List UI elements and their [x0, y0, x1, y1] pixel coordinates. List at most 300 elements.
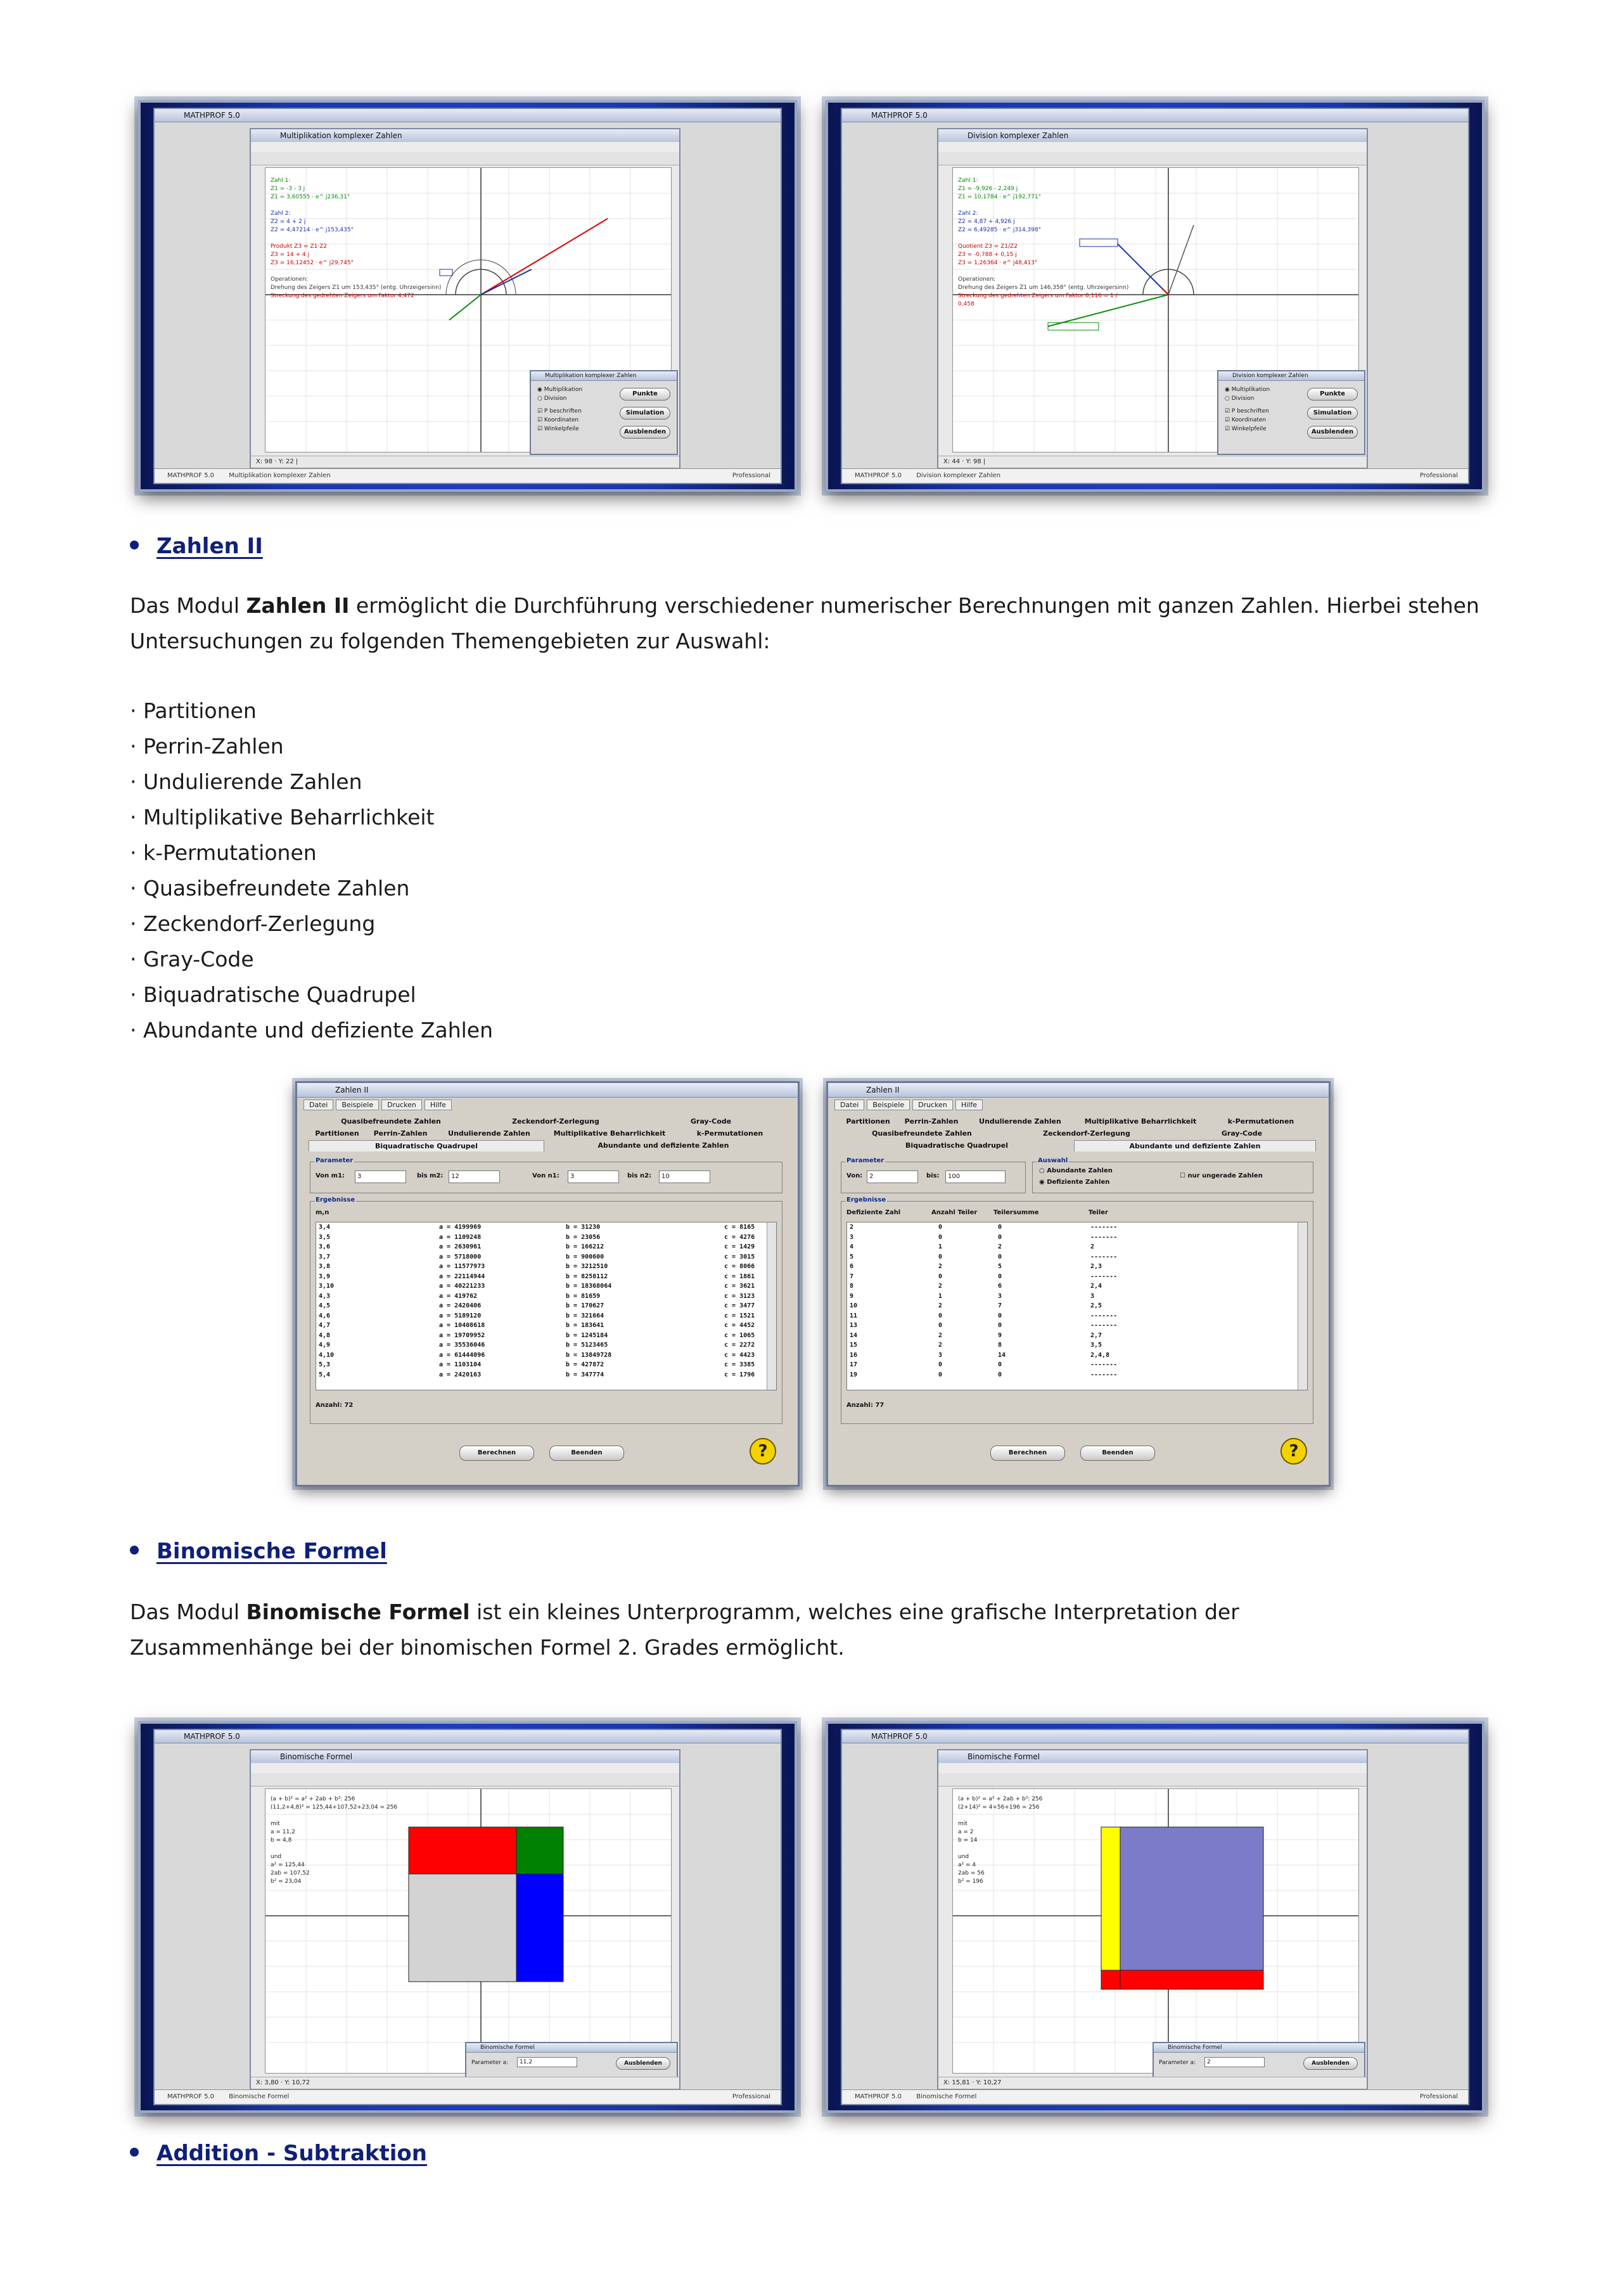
table-row[interactable] [850, 1312, 1293, 1323]
table-cell: c = 3621 [724, 1283, 755, 1290]
topic-item: · Partitionen [130, 693, 493, 729]
table-cell: 2 [938, 1331, 943, 1339]
points-button[interactable]: Punkte [1307, 388, 1358, 401]
table-row[interactable] [850, 1302, 1293, 1312]
table-cell: 5 [850, 1253, 854, 1260]
table-cell: a = 10408618 [439, 1322, 485, 1329]
table-cell: 2,3 [1090, 1263, 1102, 1270]
dialog-option[interactable]: ○ Division [1225, 395, 1255, 402]
menu-bar[interactable] [938, 142, 1367, 153]
table-row[interactable] [319, 1371, 762, 1382]
table-cell: ------- [1090, 1273, 1118, 1280]
dialog-title: Binomische Formel [466, 2043, 677, 2053]
results-group [841, 1196, 1313, 1424]
table-cell: b = 31230 [566, 1224, 601, 1231]
menu-item[interactable]: Beispiele [867, 1100, 910, 1110]
panel-line: Zahl 2: [958, 210, 978, 217]
help-icon[interactable]: ? [750, 1438, 776, 1465]
table-row[interactable] [850, 1273, 1293, 1283]
menu-item[interactable]: Datei [303, 1100, 333, 1110]
panel-line [958, 234, 1129, 243]
intro-bold: Zahlen II [246, 593, 350, 618]
tab-biquadratisch-active[interactable]: Biquadratische Quadrupel [309, 1140, 544, 1151]
panel-line: (2+14)² = 4+56+196 = 256 [958, 1804, 1040, 1811]
hide-button[interactable]: Ausblenden [1307, 426, 1358, 439]
tab-biquadratisch[interactable]: Biquadratische Quadrupel [905, 1141, 1009, 1150]
panel-line: mit [958, 1821, 967, 1827]
panel-line: (11,2+4,8)² = 125,44+107,52+23,04 = 256 [271, 1804, 398, 1811]
menu-item[interactable]: Drucken [381, 1100, 422, 1110]
table-row[interactable] [319, 1293, 762, 1303]
hide-button[interactable]: Ausblenden [620, 426, 670, 439]
operation-dialog [1217, 370, 1365, 455]
hide-button[interactable]: Ausblenden [616, 2057, 670, 2070]
table-row[interactable] [319, 1263, 762, 1273]
screenshot-complex-division [826, 100, 1485, 492]
help-icon[interactable]: ? [1280, 1438, 1307, 1465]
table-cell: 2 [938, 1263, 943, 1270]
app-window [153, 108, 782, 484]
dialog-title: Multiplikation komplexer Zahlen [531, 371, 677, 381]
option-abundant-label: Abundante Zahlen [1047, 1167, 1113, 1174]
tab-abundant[interactable]: Abundante und defiziente Zahlen [597, 1141, 729, 1150]
table-cell: 14 [850, 1331, 858, 1339]
result-panel [271, 177, 442, 300]
menu-bar[interactable] [303, 1100, 454, 1110]
addsub-link[interactable]: Addition - Subtraktion [156, 2141, 427, 2166]
tab-gray[interactable]: Gray-Code [1221, 1129, 1263, 1138]
module-name: Binomische Formel [916, 2093, 977, 2100]
menu-bar[interactable] [834, 1100, 985, 1110]
panel-line: Z1 = -3 - 3 j [271, 186, 305, 192]
parameter-select[interactable]: 11,2 [517, 2057, 577, 2067]
table-cell: b = 166212 [566, 1243, 604, 1250]
table-row[interactable] [850, 1322, 1293, 1332]
panel-line: Streckung des gedrehten Zeigers um Faktor 4,472 [271, 293, 414, 299]
table-row[interactable] [850, 1254, 1293, 1264]
table-row[interactable] [319, 1361, 762, 1371]
table-cell: 3,5 [319, 1233, 331, 1241]
tab-perrin[interactable]: Perrin-Zahlen [373, 1129, 428, 1138]
tab-kperm[interactable]: k-Permutationen [696, 1129, 763, 1138]
option-deficient[interactable]: ◉ Defiziente Zahlen [1039, 1179, 1110, 1186]
table-cell: 2 [938, 1342, 943, 1349]
von-m1-input[interactable]: 3 [355, 1170, 406, 1183]
panel-line: Streckung des gedrehten Zeigers um Faktor 0,116 = 1 / 0,458 [958, 293, 1118, 307]
table-cell: c = 3015 [724, 1253, 755, 1260]
topic-item: · Gray-Code [130, 942, 493, 977]
table-cell: 0 [998, 1361, 1002, 1368]
calculate-button[interactable]: Berechnen [459, 1446, 534, 1461]
panel-line: Z2 = 6,49285 · e^ j314,398° [958, 227, 1042, 233]
menu-bar[interactable] [251, 142, 679, 153]
table-row[interactable] [319, 1254, 762, 1264]
status-bar: X: 3,80 · Y: 10,72 [251, 2077, 679, 2089]
table-cell: b = 321664 [566, 1312, 604, 1319]
dialog-option[interactable]: ☑ Winkelpfeile [537, 426, 579, 432]
intro-prefix: Das Modul [130, 593, 246, 618]
topic-item: · Abundante und defiziente Zahlen [130, 1013, 493, 1048]
tab-zeckendorf[interactable]: Zeckendorf-Zerlegung [512, 1117, 599, 1126]
table-row[interactable] [850, 1332, 1293, 1342]
scrollbar[interactable] [1298, 1222, 1307, 1390]
panel-line: Z3 = 16,12452 · e^ j29,745° [271, 260, 354, 266]
tab-beharrlichkeit[interactable]: Multiplikative Beharrlichkeit [553, 1129, 666, 1138]
table-cell: 3,4 [319, 1224, 331, 1231]
panel-line [958, 267, 1129, 276]
table-row[interactable] [850, 1352, 1293, 1362]
table-row[interactable] [319, 1352, 762, 1362]
area-ab-right [516, 1874, 563, 1982]
panel-line [958, 202, 1129, 210]
dialog-option[interactable]: ◉ Multiplikation [1225, 387, 1270, 393]
dialog-option[interactable]: ☑ Koordinaten [1225, 417, 1267, 423]
selection-label: Auswahl [1038, 1157, 1068, 1164]
table-cell: 6 [998, 1283, 1002, 1290]
table-cell: a = 61444096 [439, 1351, 485, 1359]
table-row[interactable] [319, 1234, 762, 1244]
table-cell: 13 [850, 1322, 858, 1329]
table-cell: 1 [938, 1243, 943, 1250]
intro-rest: ist ein kleines Unterprogramm, welches eine grafische Interpretation der Zusammenhänge bei der binomischen Formel 2. Grades ermöglicht. [130, 1600, 1239, 1660]
table-cell: 0 [938, 1224, 943, 1231]
table-cell: 17 [850, 1361, 858, 1368]
result-panel [958, 1795, 1085, 1886]
table-row[interactable] [850, 1293, 1293, 1303]
bis-m2-input[interactable]: 12 [449, 1170, 500, 1183]
module-window [937, 128, 1368, 469]
table-cell: c = 2272 [724, 1342, 755, 1349]
panel-line: Z2 = 4,47214 · e^ j153,435° [271, 227, 354, 233]
tab-beharrlichkeit[interactable]: Multiplikative Beharrlichkeit [1084, 1117, 1197, 1126]
calculate-button[interactable]: Berechnen [990, 1446, 1065, 1461]
module-window [937, 1749, 1368, 2090]
zahlen2-link[interactable]: Zahlen II [156, 534, 263, 559]
table-row[interactable] [319, 1302, 762, 1312]
edition: Professional [1419, 472, 1458, 479]
dialog-options[interactable] [537, 385, 582, 433]
toolbar[interactable] [938, 152, 1367, 165]
tab-zeckendorf[interactable]: Zeckendorf-Zerlegung [1043, 1129, 1130, 1138]
tab-undulierend[interactable]: Undulierende Zahlen [979, 1117, 1061, 1126]
app-status-bar [155, 468, 781, 483]
menu-item[interactable]: Drucken [912, 1100, 953, 1110]
table-cell: ------- [1090, 1233, 1118, 1241]
exit-button[interactable]: Beenden [1080, 1446, 1155, 1461]
panel-line: 2ab = 56 [958, 1870, 985, 1876]
table-cell: b = 3212510 [566, 1263, 608, 1270]
panel-line: Drehung des Zeigers Z1 um 146,358° (entg. Uhrzeigersinn) [958, 285, 1129, 291]
bis-m2-label: bis m2: [417, 1172, 444, 1179]
table-cell: b = 347774 [566, 1371, 604, 1378]
table-cell: b = 18368064 [566, 1283, 612, 1290]
app-name: MATHPROF 5.0 [167, 472, 215, 479]
table-row[interactable] [319, 1243, 762, 1254]
table-cell: 3,5 [1090, 1342, 1102, 1349]
results-list[interactable] [316, 1222, 777, 1390]
table-cell: c = 3123 [724, 1292, 755, 1300]
module-title: Division komplexer Zahlen [938, 129, 1367, 143]
table-row[interactable] [850, 1224, 1293, 1234]
dialog-option[interactable]: ☑ Koordinaten [537, 417, 579, 423]
table-row[interactable] [319, 1322, 762, 1332]
menu-item[interactable]: Hilfe [425, 1100, 452, 1110]
panel-line: und [958, 1854, 969, 1860]
section-heading-zahlen2 [130, 534, 263, 559]
table-row[interactable] [850, 1342, 1293, 1352]
tab-quasi[interactable]: Quasibefreundete Zahlen [341, 1117, 441, 1126]
bullet-icon [130, 1546, 139, 1555]
parameter-label: Parameter [316, 1157, 354, 1164]
dialog-title: Binomische Formel [1154, 2043, 1364, 2053]
table-cell: 7 [850, 1273, 854, 1280]
operation-dialog [530, 370, 678, 455]
screenshot-zahlen2-abundant [826, 1081, 1331, 1487]
tab-partitionen[interactable]: Partitionen [846, 1117, 890, 1126]
table-cell: 0 [998, 1322, 1002, 1329]
app-title-bar: MATHPROF 5.0 [155, 109, 781, 122]
results-label: Ergebnisse [316, 1196, 355, 1203]
table-row[interactable] [319, 1273, 762, 1283]
menu-item[interactable]: Datei [834, 1100, 864, 1110]
panel-line [271, 1845, 442, 1853]
table-cell: 4,10 [319, 1351, 335, 1359]
binom-plot[interactable] [265, 1788, 672, 2074]
table-cell: 11 [850, 1312, 858, 1319]
tab-abundant-active[interactable]: Abundante und defiziente Zahlen [1074, 1140, 1316, 1151]
von-input[interactable]: 2 [867, 1170, 918, 1183]
area-a-squared [409, 1874, 516, 1982]
results-list[interactable] [846, 1222, 1308, 1390]
tab-strip[interactable] [840, 1116, 1317, 1153]
panel-line: Produkt Z3 = Z1·Z2 [271, 243, 328, 250]
module-name: Multiplikation komplexer Zahlen [229, 472, 331, 479]
table-cell: 3 [998, 1292, 1002, 1300]
simulation-button[interactable]: Simulation [1307, 407, 1358, 420]
table-cell: a = 2420163 [439, 1371, 482, 1378]
status-bar: X: 98 · Y: 22 | [251, 456, 679, 468]
label-box [440, 269, 452, 276]
table-cell: b = 427872 [566, 1361, 604, 1368]
table-cell: 8 [850, 1283, 854, 1290]
vector-z3 [1162, 288, 1168, 295]
table-cell: 14 [998, 1351, 1006, 1359]
topic-item: · Quasibefreundete Zahlen [130, 871, 493, 906]
dialog-option[interactable]: ☑ P beschriften [537, 408, 582, 414]
exit-button[interactable]: Beenden [549, 1446, 624, 1461]
menu-bar[interactable] [938, 1763, 1367, 1774]
module-window [250, 128, 680, 469]
panel-line: mit [271, 1821, 280, 1827]
parameter-label: Parameter a: [1159, 2060, 1196, 2066]
dialog-options[interactable] [1225, 385, 1270, 433]
result-panel [958, 177, 1129, 309]
panel-line: Operationen: [958, 276, 996, 283]
tab-partitionen[interactable]: Partitionen [315, 1129, 359, 1138]
status-bar: X: 15,81 · Y: 10,27 [938, 2077, 1367, 2089]
vector-aux [1168, 225, 1194, 295]
panel-line: Zahl 1: [271, 177, 291, 184]
tab-gray[interactable]: Gray-Code [690, 1117, 732, 1126]
dialog-option[interactable]: ◉ Multiplikation [537, 387, 583, 393]
table-cell: c = 4276 [724, 1233, 755, 1241]
von-n1-label: Von n1: [532, 1172, 559, 1179]
dialog-option[interactable]: ○ Division [537, 395, 567, 402]
area-ab-left [1101, 1827, 1120, 1970]
table-cell: a = 2420406 [439, 1302, 482, 1309]
table-cell: c = 3477 [724, 1302, 755, 1309]
results-rows [319, 1224, 762, 1381]
table-row[interactable] [319, 1283, 762, 1293]
table-cell: 19 [850, 1371, 858, 1378]
app-title-bar: MATHPROF 5.0 [155, 1730, 781, 1743]
table-cell: 4,5 [319, 1302, 331, 1309]
panel-line: Quotient Z3 = Z1/Z2 [958, 243, 1018, 250]
option-abundant[interactable]: ○ Abundante Zahlen [1039, 1167, 1113, 1174]
option-deficient-label: Defiziente Zahlen [1047, 1179, 1110, 1186]
dialog-title: Division komplexer Zahlen [1218, 371, 1364, 381]
table-cell: 9 [998, 1331, 1002, 1339]
zahlen2-intro [130, 588, 1492, 659]
app-name: MATHPROF 5.0 [855, 472, 902, 479]
area-a-squared [1101, 1970, 1120, 1989]
edition: Professional [732, 472, 770, 479]
topic-item: · Perrin-Zahlen [130, 729, 493, 764]
toolbar[interactable] [251, 1773, 679, 1786]
table-cell: a = 40221233 [439, 1283, 485, 1290]
option-odd-only[interactable]: ☐ nur ungerade Zahlen [1180, 1172, 1263, 1179]
tab-kperm[interactable]: k-Permutationen [1227, 1117, 1294, 1126]
count-label: Anzahl: 72 [316, 1402, 354, 1409]
screenshot-binom-2 [826, 1721, 1485, 2113]
toolbar[interactable] [938, 1773, 1367, 1786]
bis-n2-input[interactable]: 10 [659, 1170, 710, 1183]
app-title-bar: MATHPROF 5.0 [842, 109, 1468, 122]
table-cell: b = 5123465 [566, 1342, 608, 1349]
menu-bar[interactable] [251, 1763, 679, 1774]
von-n1-input[interactable]: 3 [568, 1170, 619, 1183]
panel-line: a² = 4 [958, 1862, 976, 1868]
table-cell: 3 [850, 1233, 854, 1241]
parameter-group [841, 1157, 1026, 1193]
table-cell: c = 1065 [724, 1331, 755, 1339]
table-row[interactable] [319, 1342, 762, 1352]
panel-line: und [271, 1854, 282, 1860]
app-window [841, 108, 1469, 484]
table-row[interactable] [850, 1263, 1293, 1273]
panel-line [271, 267, 442, 276]
module-window [250, 1749, 680, 2090]
tab-perrin[interactable]: Perrin-Zahlen [904, 1117, 959, 1126]
table-row[interactable] [850, 1371, 1293, 1382]
scrollbar[interactable] [767, 1222, 776, 1390]
panel-line: (a + b)² = a² + 2ab + b²: 256 [958, 1796, 1043, 1802]
table-cell: 0 [938, 1371, 943, 1378]
table-cell: 0 [998, 1233, 1002, 1241]
von-label: Von: [846, 1172, 863, 1179]
screenshot-zahlen2-biquadratic [295, 1081, 800, 1487]
panel-line [271, 1812, 442, 1820]
table-cell: 10 [850, 1302, 858, 1309]
window-title: Zahlen II [297, 1083, 798, 1098]
bis-input[interactable]: 100 [945, 1170, 1006, 1183]
screenshot-complex-multiplication [138, 100, 797, 492]
table-cell: 4,7 [319, 1322, 331, 1329]
table-cell: ------- [1090, 1371, 1118, 1378]
edition: Professional [732, 2093, 770, 2100]
panel-line: Z1 = 10,1784 · e^ j192,771° [958, 194, 1042, 200]
app-name: MATHPROF 5.0 [855, 2093, 902, 2100]
bullet-icon [130, 541, 139, 549]
results-label: Ergebnisse [846, 1196, 886, 1203]
tab-strip[interactable] [309, 1116, 786, 1153]
table-row[interactable] [850, 1361, 1293, 1371]
table-cell: b = 8258112 [566, 1273, 608, 1280]
von-m1-label: Von m1: [316, 1172, 345, 1179]
module-name: Binomische Formel [229, 2093, 290, 2100]
table-cell: 0 [998, 1273, 1002, 1280]
table-row[interactable] [319, 1332, 762, 1342]
panel-line: Drehung des Zeigers Z1 um 153,435° (entg. Uhrzeigersinn) [271, 285, 442, 291]
results-group [310, 1196, 782, 1424]
edition: Professional [1419, 2093, 1458, 2100]
table-row[interactable] [319, 1224, 762, 1234]
dialog-option[interactable]: ☑ P beschriften [1225, 408, 1269, 414]
tab-undulierend[interactable]: Undulierende Zahlen [448, 1129, 530, 1138]
table-row[interactable] [850, 1243, 1293, 1254]
column-header: m,n [316, 1209, 329, 1216]
binom-link[interactable]: Binomische Formel [156, 1539, 387, 1564]
parameter-label: Parameter a: [471, 2060, 509, 2066]
dialog-option[interactable]: ☑ Winkelpfeile [1225, 426, 1267, 432]
table-cell: 2,5 [1090, 1302, 1102, 1309]
table-cell: 3,6 [319, 1243, 331, 1250]
panel-line: b² = 23,04 [271, 1878, 302, 1885]
table-cell: c = 8165 [724, 1224, 755, 1231]
table-cell: 3 [938, 1351, 943, 1359]
hide-button[interactable]: Ausblenden [1303, 2057, 1358, 2070]
menu-item[interactable]: Hilfe [955, 1100, 983, 1110]
table-cell: ------- [1090, 1322, 1118, 1329]
table-row[interactable] [850, 1234, 1293, 1244]
table-cell: 0 [998, 1224, 1002, 1231]
table-cell: b = 170627 [566, 1302, 604, 1309]
parameter-select[interactable]: 2 [1204, 2057, 1265, 2067]
table-cell: 0 [998, 1312, 1002, 1319]
table-cell: a = 2630961 [439, 1243, 482, 1250]
simulation-button[interactable]: Simulation [620, 407, 670, 420]
table-row[interactable] [319, 1312, 762, 1323]
bis-n2-label: bis n2: [627, 1172, 652, 1179]
toolbar[interactable] [251, 152, 679, 165]
panel-line: Operationen: [271, 276, 309, 283]
table-cell: 4,6 [319, 1312, 331, 1319]
menu-item[interactable]: Beispiele [336, 1100, 379, 1110]
screenshot-binom-1 [138, 1721, 797, 2113]
table-row[interactable] [850, 1283, 1293, 1293]
panel-line: (a + b)² = a² + 2ab + b²: 256 [271, 1796, 355, 1802]
table-cell: b = 900600 [566, 1253, 604, 1260]
table-cell: 0 [938, 1312, 943, 1319]
points-button[interactable]: Punkte [620, 388, 670, 401]
binom-plot[interactable] [952, 1788, 1359, 2074]
panel-line: Z3 = 1,26364 · e^ j48,413° [958, 260, 1038, 266]
table-cell: 7 [998, 1302, 1002, 1309]
tab-quasi[interactable]: Quasibefreundete Zahlen [872, 1129, 972, 1138]
topic-item: · k-Permutationen [130, 835, 493, 871]
table-cell: 15 [850, 1342, 858, 1349]
bis-label: bis: [926, 1172, 940, 1179]
